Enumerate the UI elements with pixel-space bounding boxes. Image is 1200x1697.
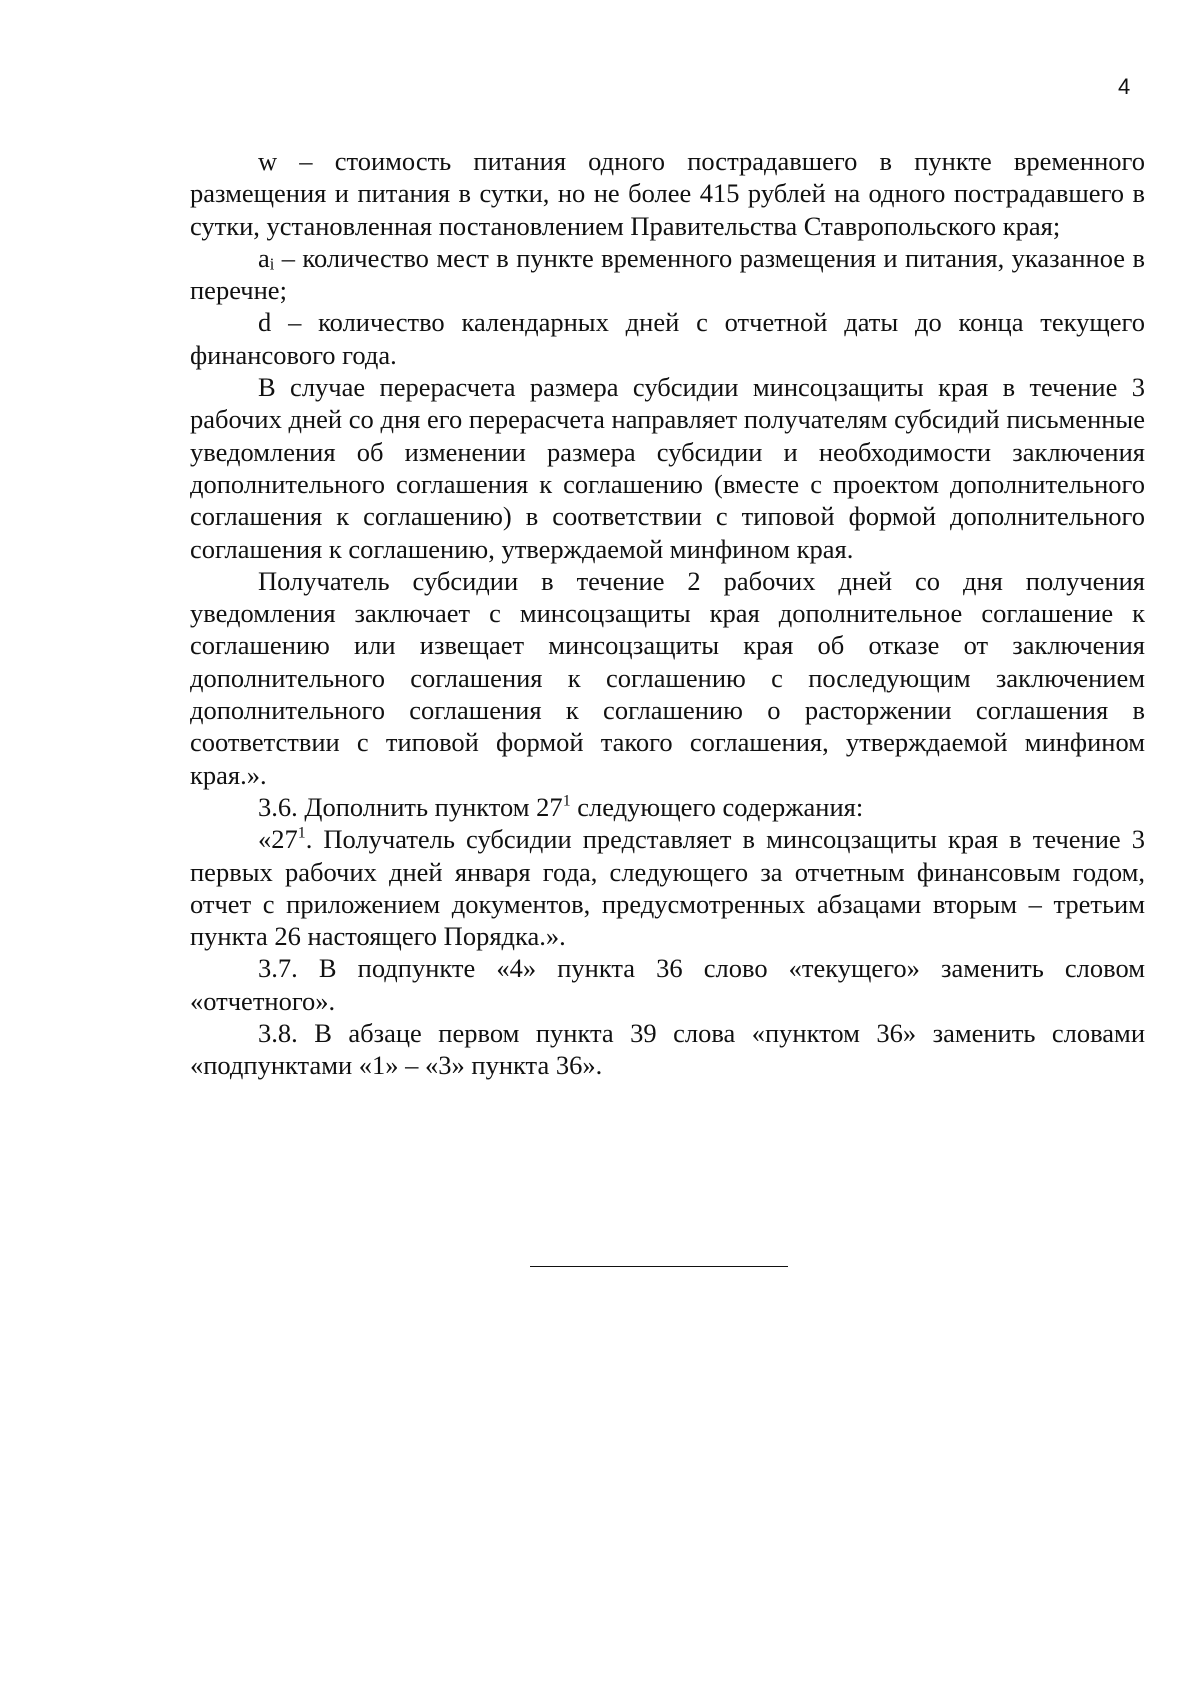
paragraph-item-3-6 [190, 791, 1145, 823]
end-divider-line [530, 1266, 788, 1267]
paragraph-item-3-7: 3.7. В подпункте «4» пункта 36 слово «текущего» заменить словом «отчетного». [190, 953, 1145, 1016]
item-3-6-text-end: следующего содержания: [570, 791, 864, 822]
variable-subscript-i: i [269, 254, 275, 274]
page-number: 4 [1118, 74, 1131, 99]
paragraph-recalculation: В случае перерасчета размера субсидии минсоцзащиты края в течение 3 рабочих дней со дня его перерасчета направляет получателям субсидий письменные уведомления об изменении размера субсидии и необходимости заключения дополнительного соглашения к соглашению (вместе с проектом дополнительного соглашения к соглашению) в соответствии с типовой формой дополнительного соглашения к соглашению, утверждаемой минфином края. [190, 372, 1145, 564]
paragraph-d-definition: d – количество календарных дней с отчетной даты до конца текущего финансового года. [190, 307, 1145, 370]
item-3-6-text: 3.6. Дополнить пунктом 27 [258, 791, 563, 822]
paragraph-recipient-agreement: Получатель субсидии в течение 2 рабочих дней со дня получения уведомления заключает с минсоцзащиты края дополнительное соглашение к соглашению или извещает минсоцзащиты края об отказе от заключения дополнительного соглашения к соглашению с последующим заключением дополнительного соглашения к соглашению о расторжении соглашения в соответствии с типовой формой такого соглашения, утверждаемой минфином края.». [190, 565, 1145, 790]
item-27-1-text: «27 [258, 824, 298, 855]
paragraph-item-27-1 [190, 823, 1145, 952]
item-27-1-text-end: . Получатель субсидии представляет в минсоцзащиты края в течение 3 первых рабочих дней января года, следующего за отчетным финансовым годом, отчет с приложением документов, предусмотренных абзацами вторым – третьим пункта 26 настоящего Порядка.». [190, 824, 1145, 952]
variable-a: a [258, 242, 270, 273]
paragraph-item-3-8: 3.8. В абзаце первом пункта 39 слова «пунктом 36» заменить словами «подпунктами «1» – «3» пункта 36». [190, 1018, 1145, 1081]
paragraph-ai-text: – количество мест в пункте временного размещения и питания, указанное в перечне; [190, 242, 1145, 306]
paragraph-ai-definition [190, 242, 1145, 307]
paragraph-w-definition: w – стоимость питания одного пострадавшего в пункте временного размещения и питания в сутки, но не более 415 рублей на одного пострадавшего в сутки, установленная постановлением Правительства Ставропольского края; [190, 146, 1145, 241]
superscript-1: 1 [297, 824, 306, 842]
superscript-1: 1 [562, 792, 571, 810]
document-body [190, 145, 1145, 1082]
